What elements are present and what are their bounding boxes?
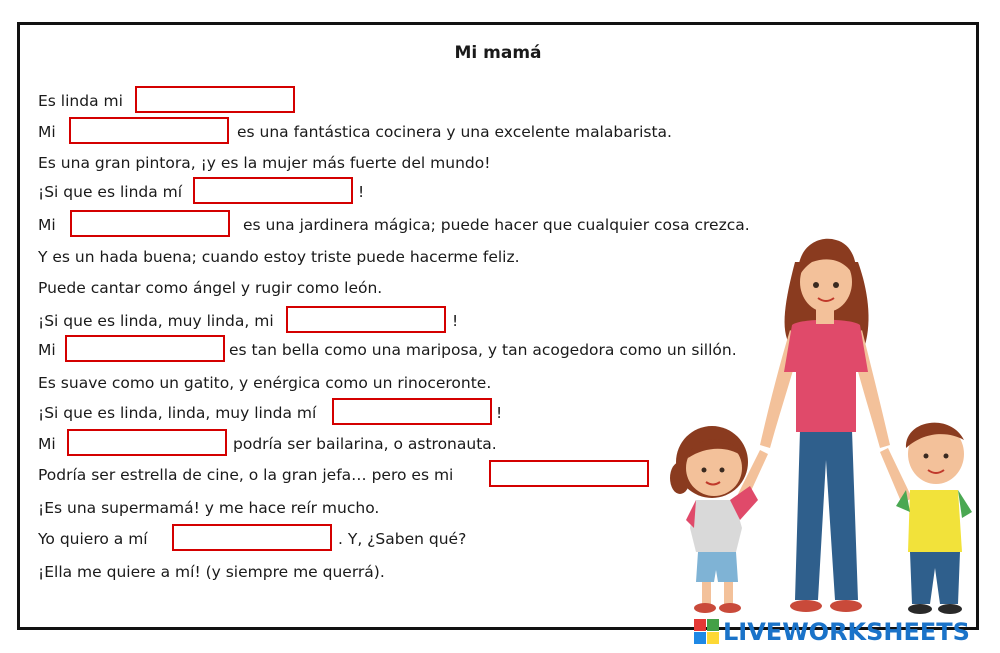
- line-text: ¡Si que es linda mí: [38, 183, 183, 201]
- answer-blank-7[interactable]: [332, 398, 492, 425]
- line-text: ¡Ella me quiere a mí! (y siempre me querrá).: [38, 563, 385, 581]
- line-text: Podría ser estrella de cine, o la gran jefa… pero es mi: [38, 466, 454, 484]
- line-text: Mi: [38, 123, 56, 141]
- answer-blank-9[interactable]: [489, 460, 649, 487]
- line-text: ¡Es una supermamá! y me hace reír mucho.: [38, 499, 380, 517]
- answer-blank-2[interactable]: [69, 117, 229, 144]
- logo-text: LIVEWORKSHEETS: [723, 618, 970, 646]
- line-text: es una jardinera mágica; puede hacer que cualquier cosa crezca.: [243, 216, 750, 234]
- line-text: !: [452, 312, 459, 330]
- answer-blank-5[interactable]: [286, 306, 446, 333]
- answer-blank-8[interactable]: [67, 429, 227, 456]
- worksheet-frame: [17, 22, 979, 630]
- line-text: Puede cantar como ángel y rugir como león.: [38, 279, 383, 297]
- answer-blank-4[interactable]: [70, 210, 230, 237]
- line-text: es una fantástica cocinera y una excelente malabarista.: [237, 123, 672, 141]
- answer-blank-10[interactable]: [172, 524, 332, 551]
- worksheet-title: Mi mamá: [454, 43, 542, 63]
- answer-blank-3[interactable]: [193, 177, 353, 204]
- answer-blank-1[interactable]: [135, 86, 295, 113]
- line-text: !: [496, 404, 503, 422]
- liveworksheets-logo: [694, 618, 970, 646]
- line-text: !: [358, 183, 365, 201]
- line-text: Y es un hada buena; cuando estoy triste puede hacerme feliz.: [38, 248, 520, 266]
- line-text: . Y, ¿Saben qué?: [338, 530, 467, 548]
- line-text: Es linda mi: [38, 92, 123, 110]
- answer-blank-6[interactable]: [65, 335, 225, 362]
- line-text: ¡Si que es linda, muy linda, mi: [38, 312, 274, 330]
- line-text: Es suave como un gatito, y enérgica como un rinoceronte.: [38, 374, 492, 392]
- logo-badge-icon: [694, 619, 720, 645]
- line-text: es tan bella como una mariposa, y tan acogedora como un sillón.: [229, 341, 737, 359]
- line-text: Yo quiero a mí: [38, 530, 148, 548]
- line-text: Mi: [38, 341, 56, 359]
- line-text: Mi: [38, 435, 56, 453]
- line-text: Mi: [38, 216, 56, 234]
- line-text: ¡Si que es linda, linda, muy linda mí: [38, 404, 317, 422]
- line-text: Es una gran pintora, ¡y es la mujer más fuerte del mundo!: [38, 154, 491, 172]
- line-text: podría ser bailarina, o astronauta.: [233, 435, 497, 453]
